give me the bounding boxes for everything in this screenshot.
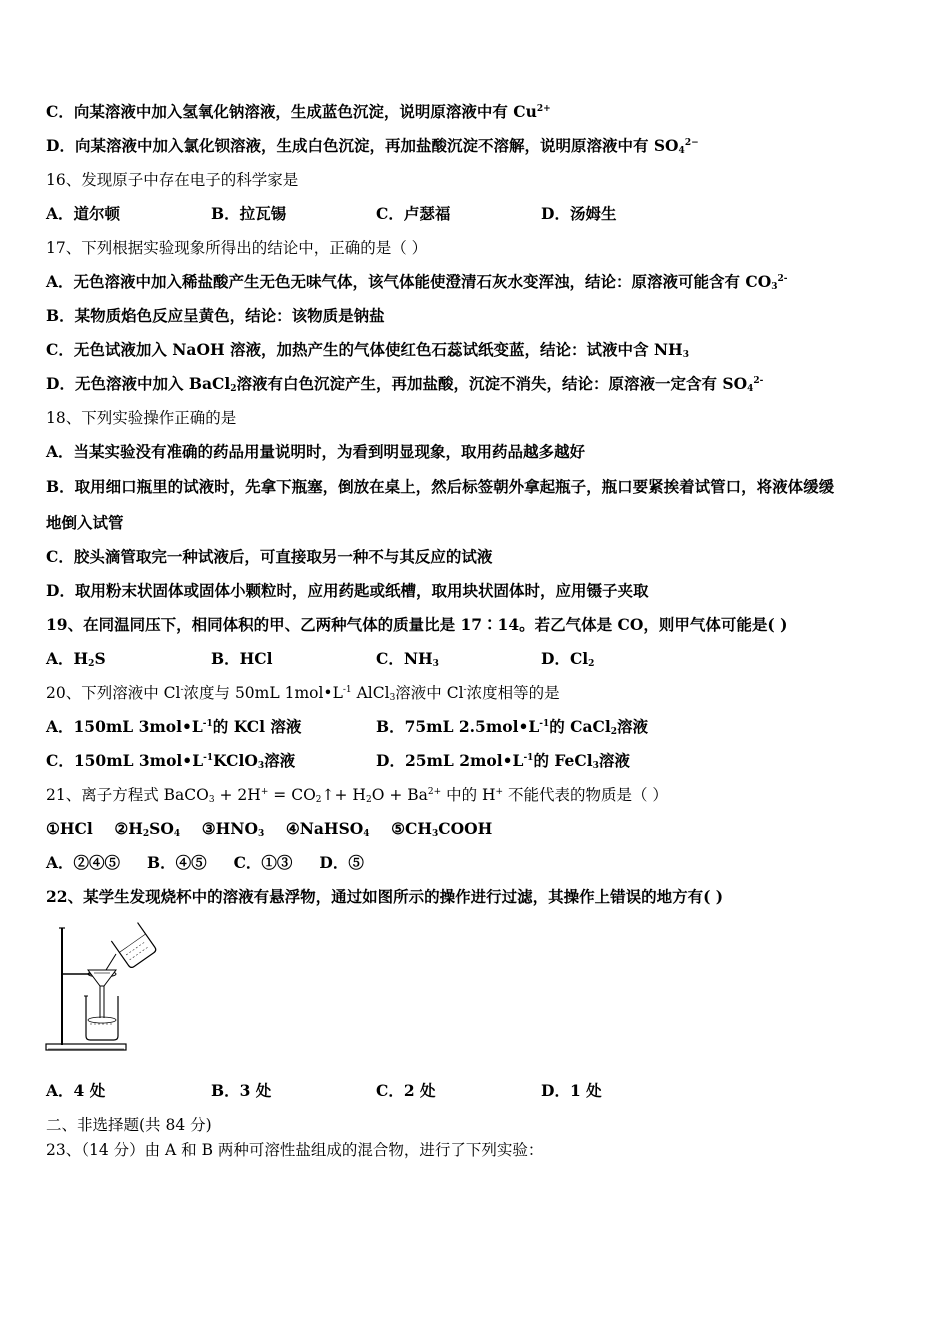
section-heading: 二、非选择题(共 84 分): [46, 1116, 212, 1134]
q19-option-c: C．$NH_3$: [376, 649, 439, 669]
q17-option-a: A．无色溶液中加入稀盐酸产生无色无味气体，该气体能使澄清石灰水变浑浊，结论：原溶液可能含有 $CO_3^{2-}$: [46, 272, 788, 292]
q17-option-d: D．无色溶液中加入 BaCl$_2$溶液有白色沉淀产生，再加盐酸，沉淀不消失，结论：原溶液一定含有 $SO_4^{2-}$: [46, 374, 764, 394]
q18-option-a: A．当某实验没有准确的药品用量说明时，为看到明显现象，取用药品越多越好: [46, 442, 586, 461]
q20-option-d: D．25mL $2mol•L^{-1}$的 FeCl$_3$溶液: [376, 751, 630, 771]
q18-option-c: C．胶头滴管取完一种试液后，可直接取另一种不与其反应的试液: [46, 547, 493, 566]
q16-option-b: B．拉瓦锡: [211, 204, 287, 223]
q16-option-d: D．汤姆生: [541, 204, 617, 223]
q19-option-a: A．$H_2S$: [46, 649, 106, 669]
filtration-apparatus-figure: [44, 918, 162, 1053]
q22-option-b: B．3 处: [211, 1081, 272, 1100]
q18-option-b-cont: 地倒入试管: [46, 513, 124, 532]
q22-option-c: C．2 处: [376, 1081, 436, 1100]
q15-option-c: C．向某溶液中加入氢氧化钠溶液，生成蓝色沉淀，说明原溶液中有 $Cu^{2+}$: [46, 102, 551, 121]
q21-options: A．②④⑤ B．④⑤ C．①③ D．⑤: [46, 853, 364, 872]
q18-option-d: D．取用粉末状固体或固体小颗粒时，应用药匙或纸槽，取用块状固体时，应用镊子夹取: [46, 581, 649, 600]
q22-option-a: A．4 处: [46, 1081, 106, 1100]
q17-stem: 17、下列根据实验现象所得出的结论中，正确的是（ ）: [46, 239, 428, 257]
q21-stem: 21、离子方程式 BaCO$_3$ + $2H^+ = CO_2↑+ H_2O + Ba^{2+}$ 中的 H+ 不能代表的物质是（ ）: [46, 786, 668, 805]
q22-option-d: D．1 处: [541, 1081, 602, 1100]
q23-stem: 23、（14 分）由 A 和 B 两种可溶性盐组成的混合物，进行了下列实验：: [46, 1141, 544, 1159]
q16-option-c: C．卢瑟福: [376, 204, 451, 223]
q20-option-b: B．75mL $2.5mol•L^{-1}$的 CaCl$_2$溶液: [376, 717, 649, 737]
q15-option-d: D．向某溶液中加入氯化钡溶液，生成白色沉淀，再加盐酸沉淀不溶解，说明原溶液中有 $SO_4^{2-}$: [46, 136, 699, 156]
q16-option-a: A．道尔顿: [46, 204, 121, 223]
q22-stem: 22、某学生发现烧杯中的溶液有悬浮物，通过如图所示的操作进行过滤，其操作上错误的地方有( ): [46, 887, 724, 906]
q20-stem: 20、下列溶液中 Cl-浓度与 50mL $1mol•L^{-1}$ AlCl$_3$溶液中 Cl-浓度相等的是: [46, 684, 560, 703]
q17-option-c: C．无色试液加入 NaOH 溶液，加热产生的气体使红色石蕊试纸变蓝，结论：试液中含 $NH_3$: [46, 340, 689, 360]
q20-option-c: C．150mL $3mol•L^{-1}KClO_3$溶液: [46, 751, 296, 771]
q18-stem: 18、下列实验操作正确的是: [46, 409, 237, 427]
q19-option-b: B．HCl: [211, 649, 273, 668]
q17-option-b: B．某物质焰色反应呈黄色，结论：该物质是钠盐: [46, 306, 385, 325]
q19-option-d: D．$Cl_2$: [541, 649, 595, 669]
q20-option-a: A．150mL $3mol•L^{-1}$的 KCl 溶液: [46, 717, 302, 736]
q19-stem: 19、在同温同压下，相同体积的甲、乙两种气体的质量比是 17∶14。若乙气体是 CO，则甲气体可能是( ): [46, 615, 788, 634]
q18-option-b: B．取用细口瓶里的试液时，先拿下瓶塞，倒放在桌上，然后标签朝外拿起瓶子，瓶口要紧挨着试管口，将液体缓缓: [46, 477, 835, 496]
q21-items: ①HCl $②H_2SO_4$ $③HNO_3$ ④NaHSO$_4$ $⑤CH_3COOH$: [46, 819, 493, 839]
q16-stem: 16、发现原子中存在电子的科学家是: [46, 171, 299, 189]
